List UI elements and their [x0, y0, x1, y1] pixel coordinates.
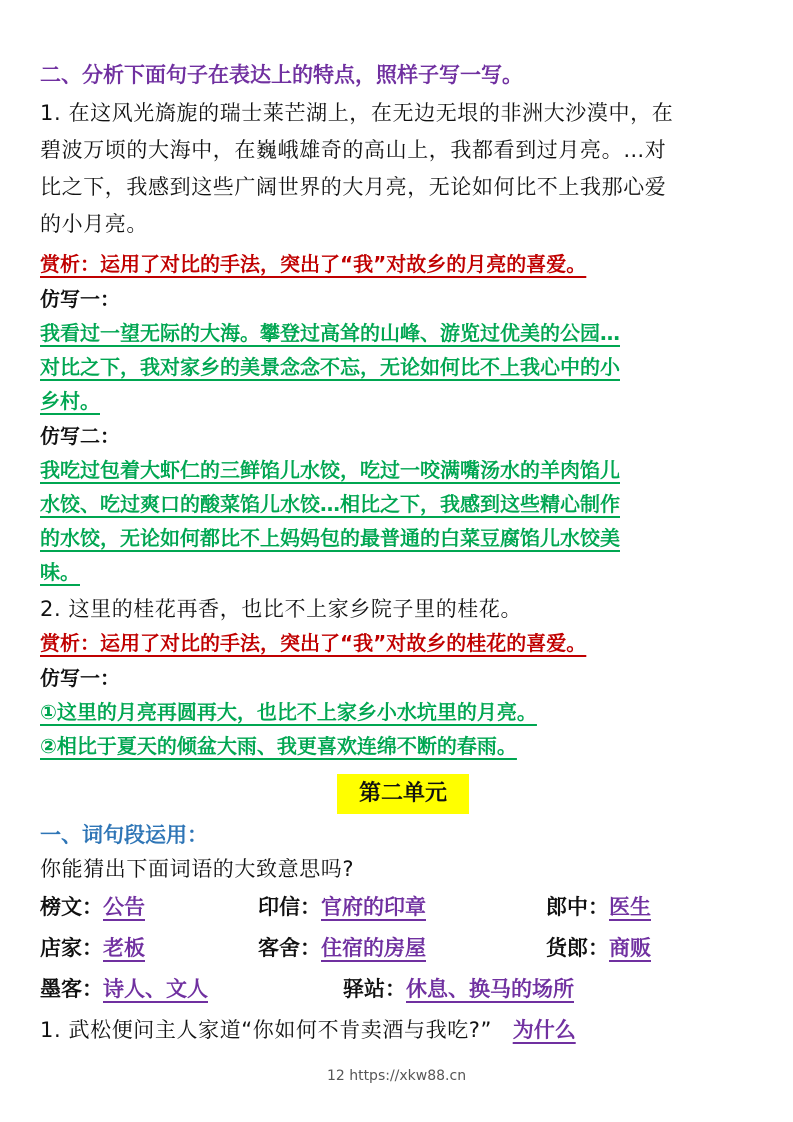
- word-term: 郎中：: [546, 895, 609, 919]
- question-2-imitation-item-2: ②相比于夏天的倾盆大雨、我更喜欢连绵不断的春雨。: [40, 734, 517, 758]
- imitation-2-line-4: 味。: [40, 560, 80, 584]
- imitation-2-line-1: 我吃过包着大虾仁的三鲜馅儿水饺，吃过一咬满嘴汤水的羊肉馅儿: [40, 458, 620, 482]
- question-1-line-2: 碧波万顷的大海中，在巍峨雄奇的高山上，我都看到过月亮。…对: [40, 138, 667, 162]
- imitation-2-line-2: 水饺、吃过爽口的酸菜馅儿水饺…相比之下，我感到这些精心制作: [40, 492, 620, 516]
- word-meaning: 官府的印章: [321, 895, 426, 919]
- word-term: 客舍：: [258, 936, 321, 960]
- section-heading-analysis: 二、分析下面句子在表达上的特点，照样子写一写。: [40, 63, 523, 87]
- question-2-imitation-label: 仿写一：: [40, 666, 120, 690]
- word-term: 驿站：: [343, 977, 406, 1001]
- word-meaning: 老板: [103, 936, 145, 960]
- page-footer: 12 https://xkw88.cn: [326, 1068, 467, 1084]
- word-meaning: 住宿的房屋: [321, 936, 426, 960]
- question-2-imitation-item-1: ①这里的月亮再圆再大，也比不上家乡小水坑里的月亮。: [40, 700, 537, 724]
- word-entry: [258, 890, 426, 924]
- word-question-1: [40, 1013, 576, 1047]
- question-1-analysis: 赏析：运用了对比的手法，突出了“我”对故乡的月亮的喜爱。: [40, 252, 587, 276]
- question-2-analysis: 赏析：运用了对比的手法，突出了“我”对故乡的桂花的喜爱。: [40, 631, 587, 655]
- word-term: 店家：: [40, 936, 103, 960]
- word-question-text: 1. 武松便问主人家道“你如何不肯卖酒与我吃?”: [40, 1018, 493, 1042]
- word-entry: [343, 972, 574, 1006]
- word-meaning: 医生: [609, 895, 651, 919]
- word-term: 榜文：: [40, 895, 103, 919]
- word-meaning: 商贩: [609, 936, 651, 960]
- word-entry: [546, 931, 651, 965]
- question-1-line-1: 1. 在这风光旖旎的瑞士莱芒湖上，在无边无垠的非洲大沙漠中，在: [40, 101, 674, 125]
- word-entry: [40, 890, 145, 924]
- imitation-2-line-3: 的水饺，无论如何都比不上妈妈包的最普通的白菜豆腐馅儿水饺美: [40, 526, 620, 550]
- question-1-line-3: 比之下，我感到这些广阔世界的大月亮，无论如何比不上我那心爱: [40, 175, 667, 199]
- imitation-1-line-2: 对比之下，我对家乡的美景念念不忘，无论如何比不上我心中的小: [40, 355, 620, 379]
- unit-title-highlight: 第二单元: [337, 774, 469, 814]
- word-term: 货郎：: [546, 936, 609, 960]
- word-meaning: 休息、换马的场所: [406, 977, 574, 1001]
- word-meaning: 诗人、文人: [103, 977, 208, 1001]
- word-term: 墨客：: [40, 977, 103, 1001]
- word-entry: [546, 890, 651, 924]
- word-question-answer: 为什么: [512, 1018, 576, 1042]
- imitation-2-label: 仿写二：: [40, 424, 120, 448]
- word-entry: [40, 972, 208, 1006]
- imitation-1-label: 仿写一：: [40, 287, 120, 311]
- word-entry: [40, 931, 145, 965]
- imitation-1-line-3: 乡村。: [40, 389, 100, 413]
- question-2-text: 2. 这里的桂花再香，也比不上家乡院子里的桂花。: [40, 597, 523, 621]
- word-term: 印信：: [258, 895, 321, 919]
- word-usage-prompt: 你能猜出下面词语的大致意思吗?: [40, 857, 355, 881]
- word-entry: [258, 931, 426, 965]
- word-meaning: 公告: [103, 895, 145, 919]
- imitation-1-line-1: 我看过一望无际的大海。攀登过高耸的山峰、游览过优美的公园…: [40, 321, 620, 345]
- section-heading-word-usage: 一、词句段运用：: [40, 823, 208, 847]
- question-1-line-4: 的小月亮。: [40, 212, 148, 236]
